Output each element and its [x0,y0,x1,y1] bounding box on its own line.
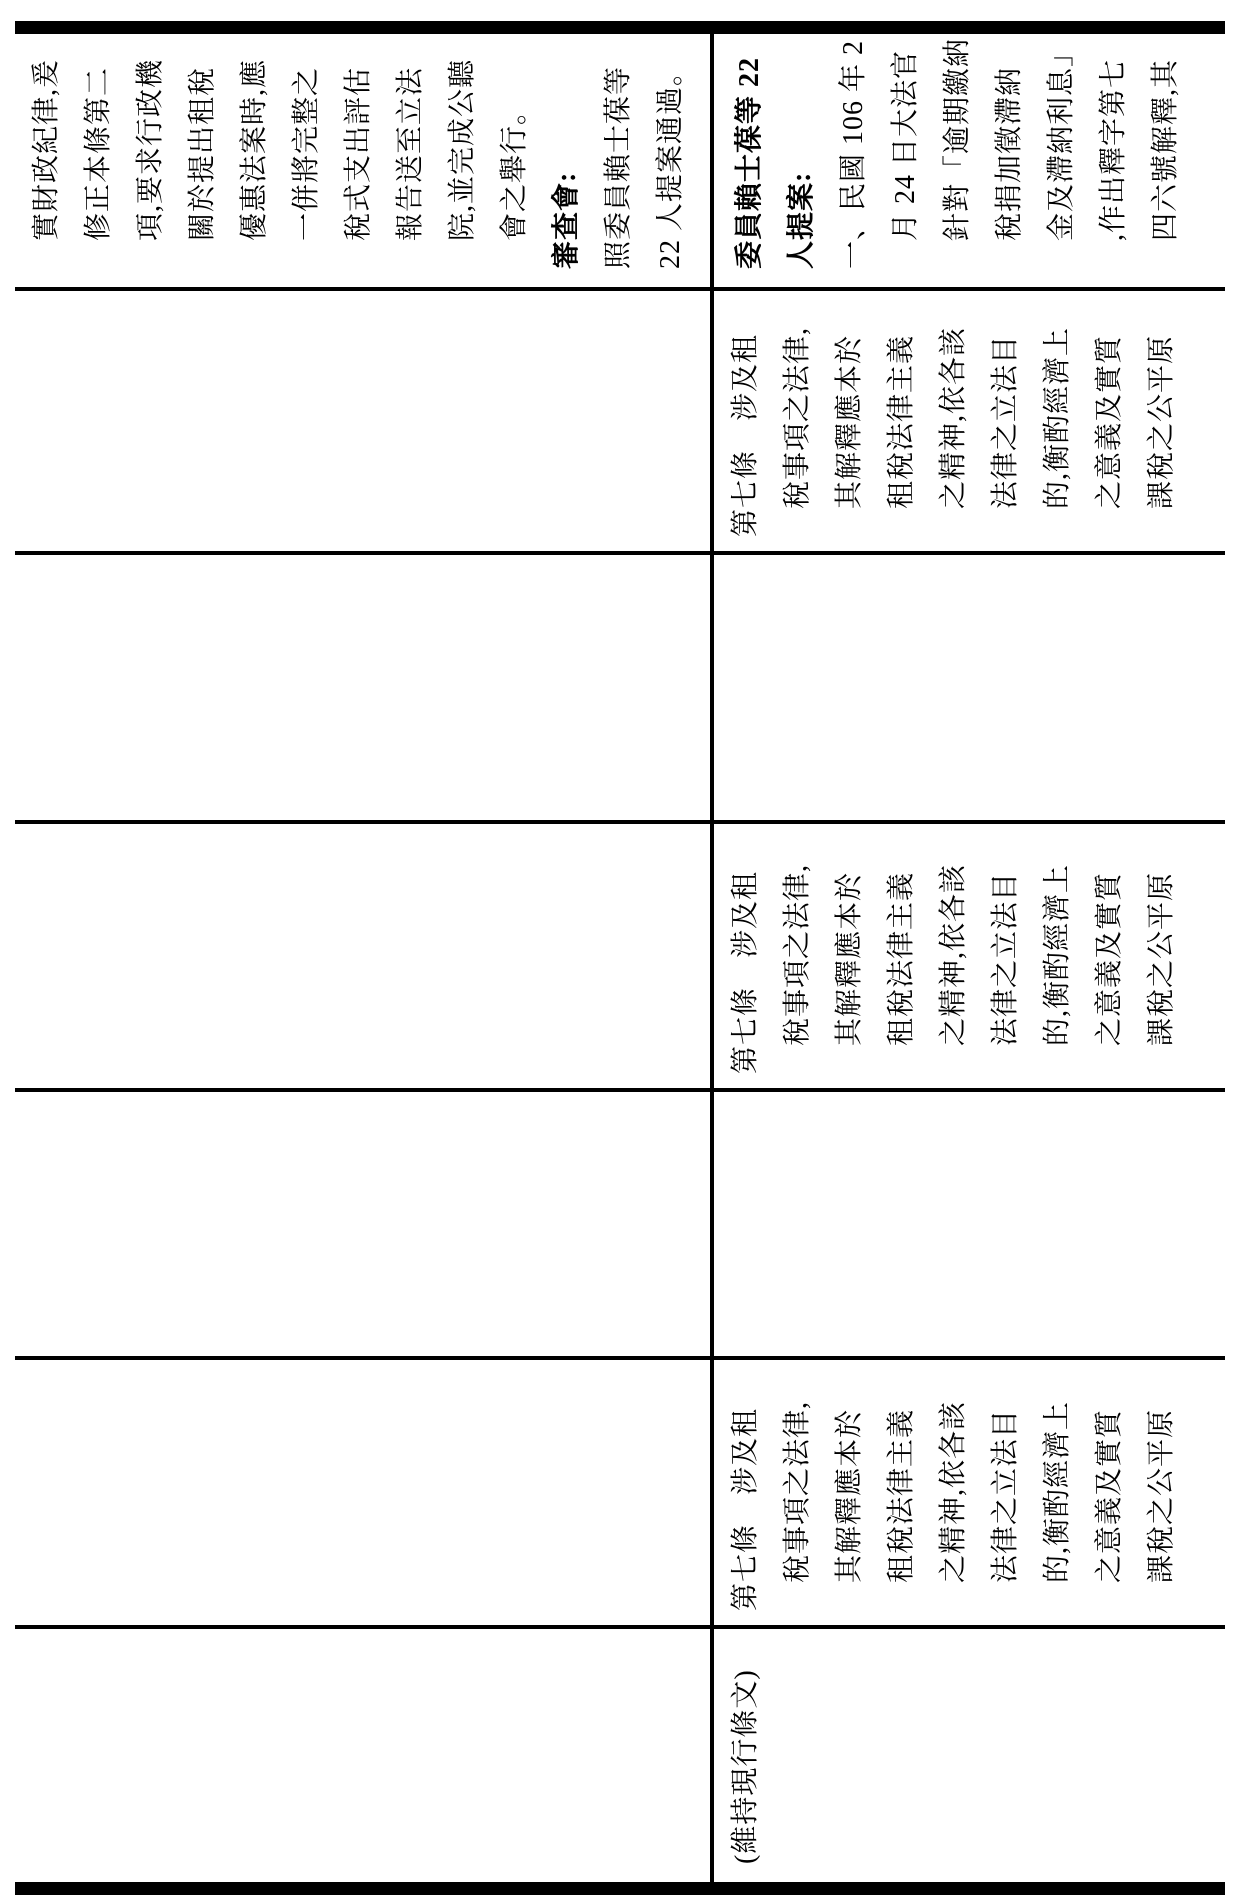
text-line: 稅事項之法律, [782,326,813,509]
text-line: 的,衡酌經濟上 [1042,326,1073,509]
text-line: 租稅法律主義 [886,334,917,509]
cell-r2-empty-1 [714,1088,1225,1356]
comparison-table [15,21,1225,1895]
text-line: 稅式支出評估 [343,66,374,241]
cell-r1-proposal-empty-1 [15,1356,714,1625]
text-line: 審查會: [551,171,582,269]
cell-r1-proposal-empty-2 [15,820,714,1088]
text-line: 月 24 日大法官 [890,49,921,241]
text-line: 租稅法律主義 [886,871,917,1046]
text-line: 22 人提案通過。 [655,56,686,269]
text-line: 委員賴士葆等 22 [734,56,765,269]
cell-r1-empty-2 [15,551,714,820]
cell-r1-proposal-empty-3 [15,287,714,551]
cell-explanation [15,34,714,287]
cell-review-result [714,1625,1225,1882]
text-line: 一、民國 106 年 2 [838,39,869,269]
text-line: 租稅法律主義 [886,1408,917,1583]
text-line: 照委員賴士葆等 [603,65,634,269]
text-line: 課稅之公平原 [1146,871,1177,1046]
cell-article7-proposal-3 [714,1356,1225,1625]
cell-r1-empty-1 [15,1088,714,1356]
text-line: 稅事項之法律, [782,1400,813,1583]
cell-r2-empty-2 [714,551,1225,820]
text-line: 其解釋應本於 [834,334,865,509]
text-line: 優惠法案時,應 [239,58,270,241]
text-line: 其解釋應本於 [834,871,865,1046]
cell-article7-proposal-2 [714,820,1225,1088]
text-line: 金及滯納利息」 [1046,37,1077,241]
text-line: 人提案: [786,171,817,269]
cell-article7-proposal-1 [714,287,1225,551]
text-line: (維持現行條文) [730,1669,761,1864]
text-line: 之精神,依各該 [938,326,969,509]
text-line: 實財政紀律,爰 [31,58,62,241]
text-line: 報告送至立法 [395,66,426,241]
text-line: 課稅之公平原 [1146,1408,1177,1583]
text-line: 修正本條第二 [83,66,114,241]
text-line: 關於提出租稅 [187,66,218,241]
text-line: 法律之立法目 [990,871,1021,1046]
text-line: 第七條 涉及租 [730,1407,761,1611]
text-line: 稅捐加徵滯納 [994,66,1025,241]
text-line: 其解釋應本於 [834,1408,865,1583]
text-line: 之意義及實質 [1094,871,1125,1046]
text-line: 稅事項之法律, [782,863,813,1046]
text-line: 一併將完整之 [291,66,322,241]
text-line: 之精神,依各該 [938,1400,969,1583]
text-line: 院,並完成公聽 [447,58,478,241]
text-line: 法律之立法目 [990,334,1021,509]
text-line: 的,衡酌經濟上 [1042,863,1073,1046]
cell-proposal-header [714,34,1225,287]
cell-r1-review-empty [15,1625,714,1882]
text-line: 第七條 涉及租 [730,333,761,537]
text-line: 之意義及實質 [1094,334,1125,509]
text-line: 法律之立法目 [990,1408,1021,1583]
text-line: 課稅之公平原 [1146,334,1177,509]
text-line: 四六號解釋,其 [1150,58,1181,241]
text-line: 針對「逾期繳納 [942,37,973,241]
text-line: 第七條 涉及租 [730,870,761,1074]
text-line: 之精神,依各該 [938,863,969,1046]
text-line: 的,衡酌經濟上 [1042,1400,1073,1583]
text-line: 項,要求行政機 [135,58,166,241]
text-line: ,作出釋字第七 [1098,58,1129,241]
text-line: 之意義及實質 [1094,1408,1125,1583]
text-line: 會之舉行。 [499,95,530,241]
